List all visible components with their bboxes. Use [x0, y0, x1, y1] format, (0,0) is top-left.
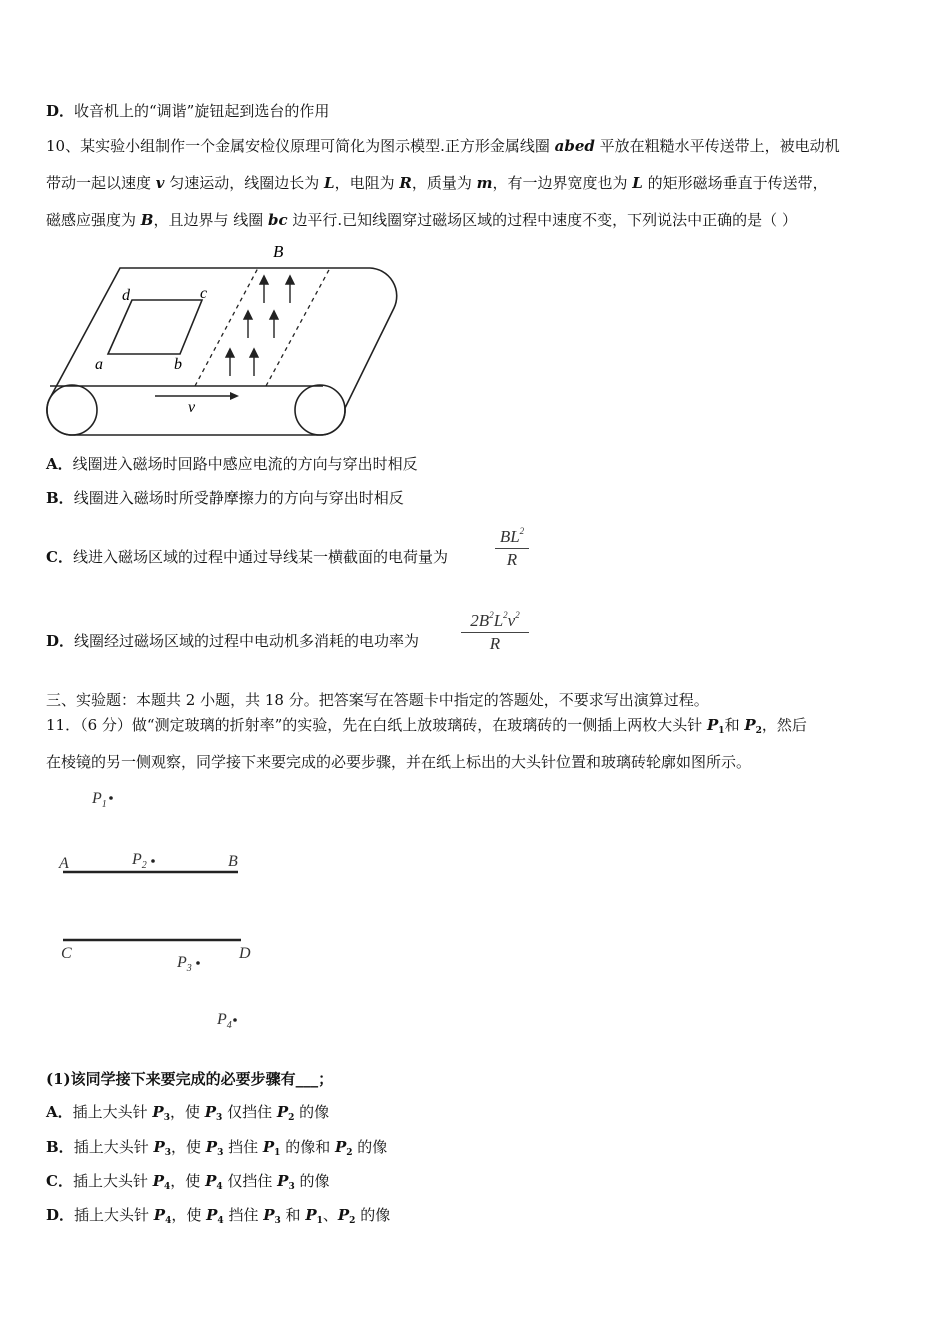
- label-B: B: [228, 853, 238, 870]
- q11-stem-line1: 11．（6 分）做“测定玻璃的折射率”的实验，先在白纸上放玻璃砖，在玻璃砖的一侧插上两枚大头针 $P_1$和 $P_2$，然后: [46, 716, 807, 736]
- coil-square: [108, 300, 202, 354]
- q10-stem-line3: 磁感应强度为 B，且边界与 线圈 bc 边平行.已知线圈穿过磁场区域的过程中速度不变，下列说法中正确的是（ ）: [46, 211, 797, 229]
- section-3-heading: 三、实验题：本题共 2 小题，共 18 分。把答案写在答题卡中指定的答题处，不要求写出演算过程。: [46, 691, 709, 709]
- q11-option-a: A．插上大头针 $P_3$，使 $P_3$ 仅挡住 $P_2$ 的像: [46, 1103, 330, 1123]
- conveyor-belt-figure: [40, 238, 410, 440]
- label-B: B: [273, 242, 284, 261]
- fraction-charge: $BL^2$ R: [495, 521, 529, 570]
- pin-p1-label: $P_1$: [92, 790, 107, 810]
- pin-p1: [109, 796, 113, 800]
- label-c: c: [200, 285, 208, 302]
- q10-stem-line1: 10、某实验小组制作一个金属安检仪原理可简化为图示模型.正方形金属线圈 abed 平放在粗糙水平传送带上，被电动机: [46, 137, 840, 155]
- q10-option-c: C．线进入磁场区域的过程中通过导线某一横截面的电荷量为: [46, 548, 448, 566]
- q11-option-d: D．插上大头针 $P_4$，使 $P_4$ 挡住 $P_3$ 和 $P_1$、$P_2$ 的像: [46, 1206, 391, 1226]
- pin-p3: [196, 961, 200, 965]
- q11-option-b: B．插上大头针 $P_3$，使 $P_3$ 挡住 $P_1$ 的像和 $P_2$ 的像: [46, 1138, 388, 1158]
- label-C: C: [61, 945, 72, 962]
- pin-p4: [233, 1018, 237, 1022]
- q11-subquestion-1: (1)该同学接下来要完成的必要步骤有___；: [46, 1070, 334, 1088]
- q11-stem-line2: 在棱镜的另一侧观察，同学接下来要完成的必要步骤，并在纸上标出的大头针位置和玻璃砖轮廓如图所示。: [46, 753, 752, 771]
- q9-option-d: D．收音机上的“调谐”旋钮起到选台的作用: [46, 102, 330, 120]
- q10-stem-line2: 带动一起以速度 v 匀速运动，线圈边长为 L，电阻为 R，质量为 m，有一边界宽度也为 L 的矩形磁场垂直于传送带，: [46, 174, 828, 192]
- pin-p4-label: $P_4$: [217, 1011, 232, 1031]
- label-a: a: [95, 356, 103, 373]
- pin-p3-label: $P_3$: [177, 954, 192, 974]
- q10-option-d: D．线圈经过磁场区域的过程中电动机多消耗的电功率为: [46, 632, 420, 650]
- label-D: D: [239, 945, 251, 962]
- label-v: v: [188, 399, 196, 416]
- q10-option-a: A．线圈进入磁场时回路中感应电流的方向与穿出时相反: [46, 455, 418, 473]
- fraction-power: $2B^2L^2v^2$ R: [461, 605, 529, 654]
- q11-option-c: C．插上大头针 $P_4$，使 $P_4$ 仅挡住 $P_3$ 的像: [46, 1172, 330, 1192]
- label-A: A: [59, 855, 69, 872]
- q10-option-b: B．线圈进入磁场时所受静摩擦力的方向与穿出时相反: [46, 489, 404, 507]
- label-d: d: [122, 287, 130, 304]
- pin-p2: [151, 859, 155, 863]
- pin-p2-label: $P_2$: [132, 851, 147, 871]
- glass-block-figure: [55, 780, 265, 1035]
- label-b: b: [174, 356, 182, 373]
